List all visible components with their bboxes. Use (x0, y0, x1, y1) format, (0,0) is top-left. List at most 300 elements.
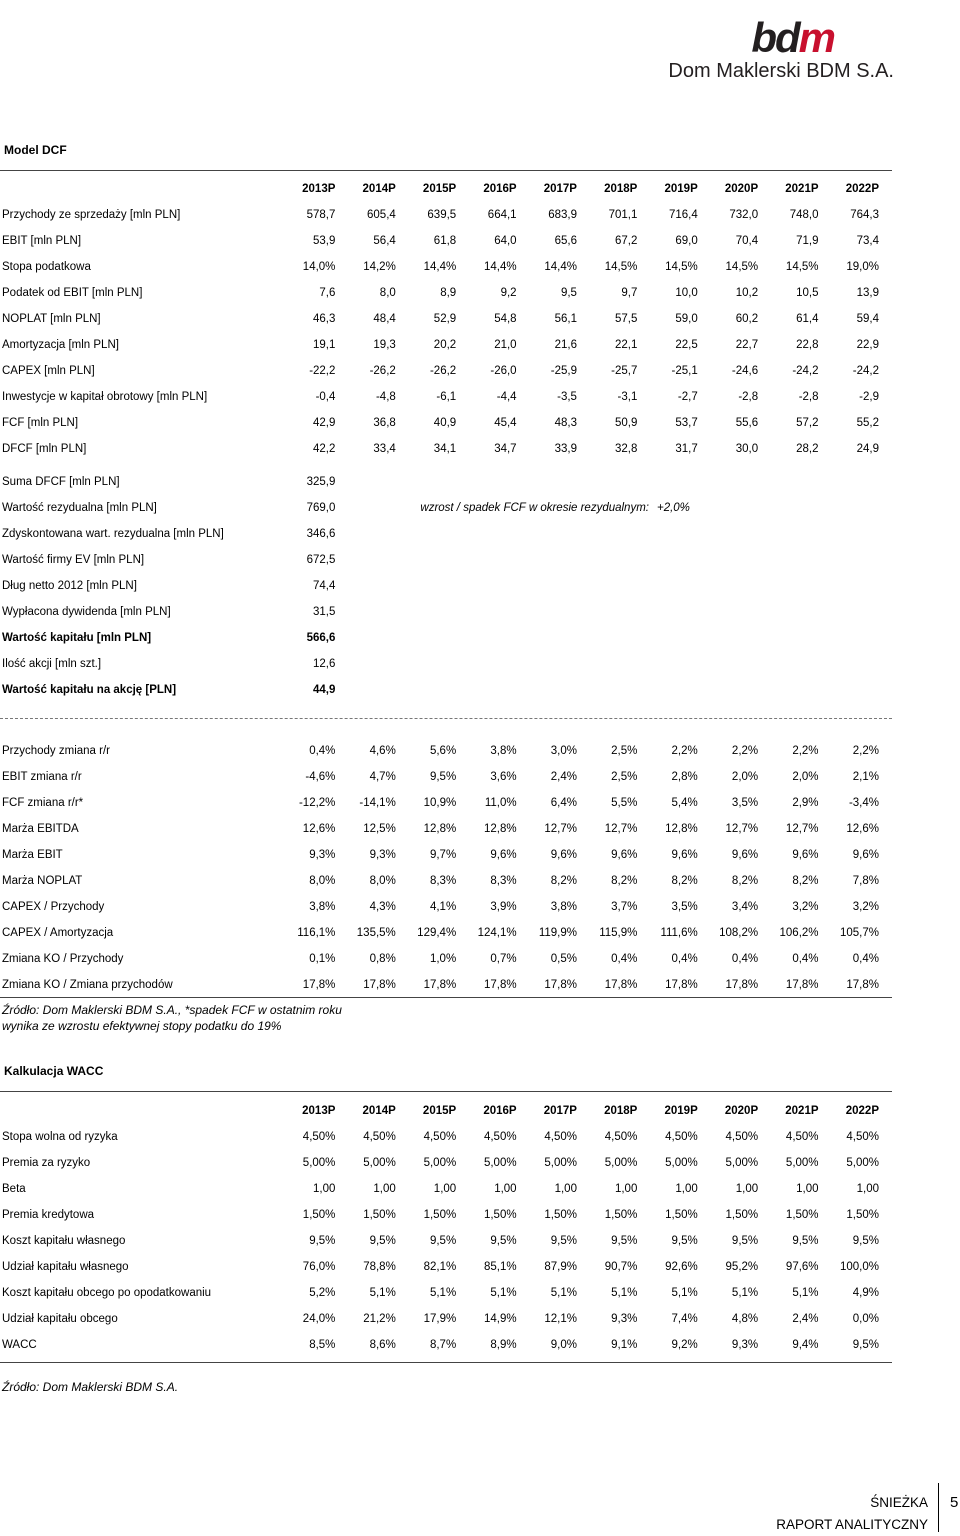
value-cell: 8,7% (429, 1339, 457, 1351)
value-cell: 9,6% (671, 849, 698, 861)
value-cell: 9,6% (611, 849, 638, 861)
footer-company: ŚNIEŻKA (870, 1495, 928, 1510)
table-row (0, 384, 892, 410)
value-cell: 8,9% (490, 1339, 517, 1351)
bdm-logo-mark: bdm (751, 14, 834, 61)
table-row (0, 842, 892, 868)
value-cell: 5,00% (725, 1157, 759, 1169)
value-cell: 8,6% (369, 1339, 396, 1351)
value-cell: 8,3% (429, 875, 457, 887)
value-cell: 5,1% (611, 1287, 638, 1299)
value-cell: 17,8% (423, 979, 457, 991)
value-cell: 4,50% (604, 1131, 638, 1143)
value-cell: 5,1% (731, 1287, 759, 1299)
value-cell: 85,1% (483, 1261, 517, 1273)
value-cell: 701,1 (608, 209, 638, 221)
value-cell: 5,5% (611, 797, 638, 809)
summary-label: Ilość akcji [mln szt.] (2, 658, 102, 670)
value-cell: 3,2% (852, 901, 879, 913)
table-row (0, 410, 892, 436)
summary-value: 769,0 (306, 502, 336, 514)
value-cell: 22,8 (796, 339, 819, 351)
value-cell: 33,9 (554, 443, 577, 455)
value-cell: 22,1 (614, 339, 638, 351)
table-row (0, 332, 892, 358)
value-cell: -25,1 (671, 365, 698, 377)
value-cell: 1,00 (856, 1183, 879, 1195)
value-cell: 0,8% (369, 953, 396, 965)
value-cell: 5,00% (665, 1157, 698, 1169)
value-cell: 42,9 (313, 417, 336, 429)
report-footer (776, 1492, 928, 1536)
value-cell: 50,9 (614, 417, 638, 429)
value-cell: 1,00 (735, 1183, 759, 1195)
value-cell: 2,1% (852, 771, 879, 783)
table-row (0, 306, 892, 332)
value-cell: 1,50% (785, 1209, 819, 1221)
value-cell: -4,8 (375, 391, 396, 403)
value-cell: 5,2% (309, 1287, 336, 1299)
wacc-header-row (0, 1098, 892, 1124)
value-cell: -22,2 (309, 365, 336, 377)
summary-label: Wartość kapitału [mln PLN] (2, 632, 152, 644)
summary-note-cell (348, 521, 892, 547)
value-cell: 24,9 (856, 443, 879, 455)
value-cell: 9,5% (369, 1235, 396, 1247)
footer-divider (938, 1483, 939, 1532)
value-cell: 90,7% (604, 1261, 638, 1273)
value-cell: 100,0% (839, 1261, 879, 1273)
value-cell: 115,9% (599, 927, 638, 939)
value-cell: 0,7% (490, 953, 517, 965)
value-cell: 67,2 (614, 235, 638, 247)
row-label: Premia kredytowa (2, 1209, 95, 1221)
wacc-table (0, 1098, 892, 1358)
row-label: Podatek od EBIT [mln PLN] (2, 287, 143, 299)
value-cell: 14,5% (665, 261, 698, 273)
value-cell: 9,5% (550, 1235, 577, 1247)
divider (0, 170, 892, 171)
value-cell: 4,3% (369, 901, 396, 913)
value-cell: 14,5% (785, 261, 819, 273)
value-cell: 5,1% (369, 1287, 396, 1299)
value-cell: 9,6% (792, 849, 819, 861)
row-label: FCF [mln PLN] (2, 417, 79, 429)
summary-value: 31,5 (313, 606, 336, 618)
value-cell: 0,1% (309, 953, 336, 965)
value-cell: 0,4% (731, 953, 759, 965)
value-cell: 76,0% (302, 1261, 336, 1273)
row-label: DFCF [mln PLN] (2, 443, 87, 455)
value-cell: 116,1% (297, 927, 336, 939)
value-cell: 732,0 (729, 209, 759, 221)
value-cell: 65,6 (554, 235, 577, 247)
summary-note-cell (348, 599, 892, 625)
value-cell: 5,00% (363, 1157, 396, 1169)
value-cell: 0,4% (792, 953, 819, 965)
value-cell: 9,3% (309, 849, 336, 861)
summary-row (0, 599, 892, 625)
residual-growth-note: wzrost / spadek FCF w okresie rezydualnym: (420, 502, 649, 514)
value-cell: 21,0 (494, 339, 517, 351)
value-cell: 2,5% (611, 771, 638, 783)
value-cell: 2,2% (731, 745, 759, 757)
table-row (0, 280, 892, 306)
value-cell: 28,2 (796, 443, 819, 455)
row-label: Marża EBIT (2, 849, 63, 861)
value-cell: 14,5% (725, 261, 759, 273)
value-cell: 4,50% (302, 1131, 336, 1143)
value-cell: 55,6 (735, 417, 759, 429)
year-header: 2017P (543, 1105, 577, 1117)
value-cell: 22,5 (675, 339, 698, 351)
value-cell: 8,0 (379, 287, 396, 299)
value-cell: 9,4% (792, 1339, 819, 1351)
summary-note-cell (348, 495, 892, 521)
value-cell: 17,8% (665, 979, 698, 991)
year-header: 2016P (483, 183, 517, 195)
year-header: 2021P (785, 183, 819, 195)
value-cell: -25,9 (550, 365, 577, 377)
value-cell: 1,00 (373, 1183, 396, 1195)
row-label: EBIT zmiana r/r (2, 771, 82, 783)
row-label: Koszt kapitału obcego po opodatkowaniu (2, 1287, 212, 1299)
value-cell: 1,50% (665, 1209, 698, 1221)
value-cell: 34,7 (494, 443, 517, 455)
dcf-summary-table (0, 469, 892, 703)
value-cell: 1,00 (494, 1183, 517, 1195)
summary-note-cell (348, 677, 892, 703)
value-cell: -2,7 (677, 391, 698, 403)
value-cell: -26,2 (369, 365, 396, 377)
value-cell: 0,0% (852, 1313, 879, 1325)
value-cell: 9,6% (852, 849, 879, 861)
value-cell: -3,1 (617, 391, 638, 403)
table-row (0, 972, 892, 998)
value-cell: 119,9% (538, 927, 577, 939)
value-cell: 8,2% (731, 875, 759, 887)
row-label: CAPEX / Amortyzacja (2, 927, 114, 939)
value-cell: 9,3% (369, 849, 396, 861)
table-row (0, 1176, 892, 1202)
header-label-cell (0, 1098, 288, 1124)
value-cell: 8,2% (611, 875, 638, 887)
divider (0, 1362, 892, 1363)
value-cell: -4,4 (496, 391, 517, 403)
value-cell: 2,8% (671, 771, 698, 783)
value-cell: 5,1% (429, 1287, 457, 1299)
ratios-table (0, 738, 892, 998)
value-cell: 12,7% (544, 823, 577, 835)
summary-label: Dług netto 2012 [mln PLN] (2, 580, 137, 592)
value-cell: 92,6% (665, 1261, 698, 1273)
value-cell: -3,4% (848, 797, 879, 809)
value-cell: 1,00 (675, 1183, 698, 1195)
value-cell: 21,6 (554, 339, 577, 351)
value-cell: 3,2% (792, 901, 819, 913)
value-cell: 7,4% (671, 1313, 698, 1325)
summary-value: 672,5 (306, 554, 336, 566)
row-label: Udział kapitału obcego (2, 1313, 118, 1325)
company-name: Dom Maklerski BDM S.A. (668, 60, 894, 82)
value-cell: 10,0 (675, 287, 698, 299)
summary-label: Zdyskontowana wart. rezydualna [mln PLN] (2, 528, 224, 540)
value-cell: 12,5% (363, 823, 396, 835)
value-cell: 9,5% (671, 1235, 698, 1247)
value-cell: 1,50% (604, 1209, 638, 1221)
summary-row (0, 573, 892, 599)
value-cell: 19,3 (373, 339, 396, 351)
value-cell: 12,7% (604, 823, 638, 835)
value-cell: 59,0 (675, 313, 698, 325)
table-row (0, 1254, 892, 1280)
value-cell: 3,8% (309, 901, 336, 913)
value-cell: 17,8% (302, 979, 336, 991)
value-cell: 716,4 (668, 209, 698, 221)
value-cell: 3,9% (490, 901, 517, 913)
value-cell: 1,50% (302, 1209, 336, 1221)
value-cell: 0,4% (309, 745, 336, 757)
value-cell: 73,4 (856, 235, 879, 247)
value-cell: 95,2% (725, 1261, 759, 1273)
value-cell: 5,00% (302, 1157, 336, 1169)
table-row (0, 946, 892, 972)
value-cell: 764,3 (850, 209, 879, 221)
wacc-section-title: Kalkulacja WACC (4, 1064, 104, 1078)
value-cell: -24,6 (731, 365, 759, 377)
value-cell: 8,0% (369, 875, 396, 887)
value-cell: 106,2% (779, 927, 819, 939)
value-cell: 52,9 (433, 313, 457, 325)
value-cell: 17,8% (604, 979, 638, 991)
summary-value: 44,9 (313, 684, 336, 696)
table-row (0, 1124, 892, 1150)
value-cell: 22,7 (735, 339, 759, 351)
value-cell: 9,3% (611, 1313, 638, 1325)
value-cell: 40,9 (433, 417, 457, 429)
value-cell: 42,2 (313, 443, 336, 455)
value-cell: 69,0 (675, 235, 698, 247)
year-header: 2022P (845, 183, 879, 195)
value-cell: 31,7 (675, 443, 698, 455)
year-header: 2013P (302, 1105, 336, 1117)
value-cell: 4,50% (483, 1131, 517, 1143)
value-cell: 4,50% (665, 1131, 698, 1143)
value-cell: 9,3% (731, 1339, 759, 1351)
summary-value: 325,9 (306, 476, 336, 488)
value-cell: 53,7 (675, 417, 698, 429)
value-cell: 12,6% (302, 823, 336, 835)
table-row (0, 202, 892, 228)
value-cell: 2,0% (731, 771, 759, 783)
year-header: 2019P (664, 183, 698, 195)
value-cell: 5,00% (544, 1157, 577, 1169)
value-cell: 97,6% (785, 1261, 819, 1273)
value-cell: 1,00 (796, 1183, 819, 1195)
row-label: Koszt kapitału własnego (2, 1235, 126, 1247)
value-cell: 2,0% (792, 771, 819, 783)
value-cell: 1,00 (313, 1183, 336, 1195)
year-header: 2018P (604, 183, 638, 195)
value-cell: 3,5% (731, 797, 759, 809)
summary-row (0, 547, 892, 573)
value-cell: 5,00% (423, 1157, 457, 1169)
year-header: 2013P (302, 183, 336, 195)
summary-row (0, 469, 892, 495)
value-cell: 4,50% (846, 1131, 879, 1143)
value-cell: 664,1 (487, 209, 517, 221)
value-cell: 4,50% (785, 1131, 819, 1143)
value-cell: 8,0% (309, 875, 336, 887)
value-cell: 46,3 (313, 313, 336, 325)
value-cell: 7,8% (852, 875, 879, 887)
value-cell: 22,9 (856, 339, 879, 351)
value-cell: 45,4 (494, 417, 517, 429)
value-cell: 6,4% (550, 797, 577, 809)
value-cell: 9,5 (560, 287, 577, 299)
dashed-divider (0, 718, 892, 719)
value-cell: 12,6% (846, 823, 879, 835)
table-row (0, 894, 892, 920)
table-row (0, 764, 892, 790)
value-cell: 5,1% (490, 1287, 517, 1299)
value-cell: 70,4 (735, 235, 759, 247)
value-cell: 12,1% (544, 1313, 577, 1325)
value-cell: 61,4 (796, 313, 819, 325)
value-cell: 1,50% (363, 1209, 396, 1221)
value-cell: 14,5% (604, 261, 638, 273)
summary-note-cell (348, 469, 892, 495)
table-row (0, 738, 892, 764)
value-cell: 3,7% (611, 901, 638, 913)
value-cell: 4,50% (725, 1131, 759, 1143)
row-label: Beta (2, 1183, 26, 1195)
summary-note-cell (348, 573, 892, 599)
summary-value: 74,4 (313, 580, 336, 592)
row-label: FCF zmiana r/r* (2, 797, 84, 809)
table-row (0, 816, 892, 842)
value-cell: -6,1 (436, 391, 457, 403)
value-cell: 2,9% (792, 797, 819, 809)
value-cell: -14,1% (359, 797, 396, 809)
value-cell: 3,0% (550, 745, 577, 757)
wacc-source-note: Źródło: Dom Maklerski BDM S.A. (2, 1380, 179, 1394)
value-cell: 10,5 (796, 287, 819, 299)
row-label: WACC (2, 1339, 37, 1351)
value-cell: 34,1 (433, 443, 457, 455)
value-cell: 3,4% (731, 901, 759, 913)
value-cell: 8,3% (490, 875, 517, 887)
value-cell: 9,5% (429, 771, 457, 783)
value-cell: 48,4 (373, 313, 396, 325)
value-cell: 12,8% (483, 823, 517, 835)
table-row (0, 228, 892, 254)
year-header: 2015P (422, 1105, 457, 1117)
year-header: 2021P (785, 1105, 819, 1117)
year-header: 2016P (483, 1105, 517, 1117)
value-cell: 33,4 (373, 443, 396, 455)
value-cell: 0,4% (671, 953, 698, 965)
table-row (0, 1228, 892, 1254)
value-cell: -12,2% (298, 797, 336, 809)
row-label: CAPEX [mln PLN] (2, 365, 95, 377)
value-cell: 17,8% (363, 979, 396, 991)
value-cell: 5,1% (792, 1287, 819, 1299)
value-cell: 9,7 (621, 287, 638, 299)
value-cell: 4,8% (731, 1313, 759, 1325)
value-cell: 4,50% (544, 1131, 577, 1143)
value-cell: 748,0 (789, 209, 819, 221)
year-header: 2020P (724, 183, 759, 195)
value-cell: 19,0% (846, 261, 879, 273)
value-cell: -2,8 (798, 391, 819, 403)
summary-value: 346,6 (306, 528, 336, 540)
value-cell: 1,50% (544, 1209, 577, 1221)
value-cell: 4,7% (369, 771, 396, 783)
value-cell: 5,00% (483, 1157, 517, 1169)
value-cell: 1,0% (429, 953, 457, 965)
table-row (0, 436, 892, 462)
page-number: 5 (950, 1494, 959, 1511)
value-cell: 9,5% (731, 1235, 759, 1247)
value-cell: -3,5 (557, 391, 577, 403)
table-row (0, 358, 892, 384)
row-label: Przychody zmiana r/r (2, 745, 111, 757)
value-cell: 683,9 (548, 209, 577, 221)
value-cell: 4,1% (429, 901, 457, 913)
value-cell: 59,4 (856, 313, 879, 325)
summary-note-cell (348, 625, 892, 651)
value-cell: 9,5% (429, 1235, 457, 1247)
summary-row (0, 625, 892, 651)
value-cell: -24,2 (792, 365, 819, 377)
value-cell: 8,2% (792, 875, 819, 887)
value-cell: 14,9% (483, 1313, 517, 1325)
value-cell: -25,7 (611, 365, 638, 377)
value-cell: 9,5% (852, 1339, 879, 1351)
row-label: Premia za ryzyko (2, 1157, 91, 1169)
dcf-header-row (0, 176, 892, 202)
value-cell: 78,8% (363, 1261, 396, 1273)
value-cell: 55,2 (856, 417, 879, 429)
row-label: Udział kapitału własnego (2, 1261, 129, 1273)
value-cell: 2,2% (792, 745, 819, 757)
value-cell: 4,50% (423, 1131, 457, 1143)
value-cell: 1,50% (483, 1209, 517, 1221)
value-cell: 5,00% (846, 1157, 879, 1169)
value-cell: 8,9 (440, 287, 457, 299)
value-cell: 14,2% (363, 261, 396, 273)
value-cell: 3,6% (490, 771, 517, 783)
row-label: Amortyzacja [mln PLN] (2, 339, 119, 351)
year-header: 2014P (362, 183, 396, 195)
value-cell: 2,2% (852, 745, 879, 757)
value-cell: -2,8 (738, 391, 759, 403)
value-cell: 1,00 (554, 1183, 577, 1195)
value-cell: 53,9 (313, 235, 336, 247)
value-cell: 3,8% (490, 745, 517, 757)
value-cell: 2,2% (671, 745, 698, 757)
year-header: 2019P (664, 1105, 698, 1117)
row-label: Marża NOPLAT (2, 875, 83, 887)
value-cell: 5,00% (604, 1157, 638, 1169)
year-header: 2014P (362, 1105, 396, 1117)
value-cell: 135,5% (356, 927, 396, 939)
summary-label: Wartość rezydualna [mln PLN] (2, 502, 157, 514)
year-header: 2018P (604, 1105, 638, 1117)
value-cell: 19,1 (313, 339, 336, 351)
value-cell: 639,5 (427, 209, 457, 221)
